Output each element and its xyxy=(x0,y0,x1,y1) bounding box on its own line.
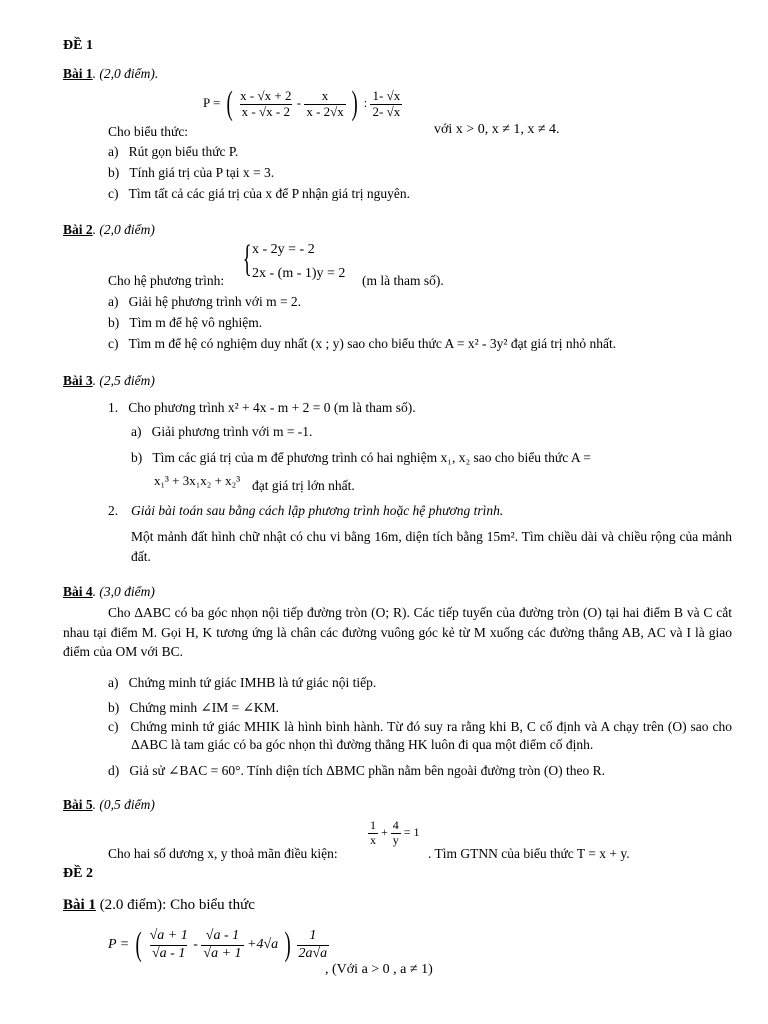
bai4-heading xyxy=(63,584,155,600)
bai2-label: Bài 2 xyxy=(63,222,93,237)
bai3-part1: 1. Cho phương trình x² + 4x - m + 2 = 0 (m là tham số). xyxy=(108,400,416,415)
bai1-item-b: b) Tính giá trị của P tại x = 3. xyxy=(108,165,275,180)
bai5-points: . (0,5 điểm) xyxy=(92,797,155,812)
bai4-points: . (3,0 điểm) xyxy=(92,584,155,599)
bai3-part1-a: a) Giải phương trình với m = -1. xyxy=(131,424,313,439)
bai2-eq1: x - 2y = - 2 xyxy=(252,242,315,257)
bai1-item-a: a) Rút gọn biểu thức P. xyxy=(108,144,239,159)
bai4-item-c: c) Chứng minh tứ giác MHIK là hình bình hành. Từ đó suy ra rằng khi B, C cố định và A chạy trên (O) sao cho ΔABC là tam giác có ba góc nhọn thì đường thẳng HK luôn đi qua một điểm cố định. xyxy=(108,719,732,752)
de2-bai1-label: Bài 1 xyxy=(63,897,96,913)
bai3-heading xyxy=(63,373,155,389)
bai3-label: Bài 3 xyxy=(63,373,93,388)
bai4-item-b: b) Chứng minh ∠IM = ∠KM. xyxy=(108,700,280,715)
bai1-label: Bài 1 xyxy=(63,66,93,81)
bai2-eq2: 2x - (m - 1)y = 2 xyxy=(252,266,346,281)
bai2-heading xyxy=(63,222,155,238)
de2-bai1-points: (2.0 điểm): Cho biểu thức xyxy=(99,897,255,913)
bai3-part1-b-math: x₁³ + 3x₁x₂ + x₂³ xyxy=(154,473,241,488)
bai2-item-a: a) Giải hệ phương trình với m = 2. xyxy=(108,294,302,309)
bai5-tail: . Tìm GTNN của biểu thức T = x + y. xyxy=(428,846,630,861)
fraction-2: $\frac{x}{x - 2√x}$ xyxy=(306,87,344,119)
bai1-item-c: c) Tìm tất cả các giá trị của x để P nhận giá trị nguyên. xyxy=(108,186,411,201)
bai4-item-d: d) Giả sử ∠BAC = 60°. Tính diện tích ΔBMC phần nằm bên ngoài đường tròn (O) theo R. xyxy=(108,763,605,778)
bai1-formula: P = ( $\frac{x - √x + 2}{x - √x - 2}$ - $\frac{x}{x - 2√x}$ ) : $\frac{1- √x}{2- √x}$ xyxy=(203,85,401,122)
bai1-intro: Cho biểu thức: xyxy=(108,124,189,139)
de2-bai1-heading xyxy=(63,896,255,914)
bai5-intro: Cho hai số dương x, y thoả mãn điều kiện: xyxy=(108,846,338,861)
bai1-heading xyxy=(63,66,158,82)
bai5-heading xyxy=(63,797,155,813)
fraction-3: $\frac{1- √x}{2- √x}$ xyxy=(372,87,401,119)
bai4-text: Cho ΔABC có ba góc nhọn nội tiếp đường tròn (O; R). Các tiếp tuyến của đường tròn (O) tại hai điểm B và C cắt nhau tại điểm M. Gọi H, K tương ứng là chân các đường vuông góc kẻ từ M xuống các đường thẳng AB, AC và I là giao điểm của OM với BC. xyxy=(63,605,732,660)
exam-2-title: ĐỀ 2 xyxy=(63,866,93,881)
bai1-points: . (2,0 điểm). xyxy=(92,66,159,81)
bai1-condition: với x > 0, x ≠ 1, x ≠ 4. xyxy=(434,122,560,137)
bai2-note: (m là tham số). xyxy=(362,273,444,288)
exam-1-title: ĐỀ 1 xyxy=(63,38,93,53)
bai3-part1-b: b) Tìm các giá trị của m để phương trình có hai nghiệm x₁, x₂ sao cho biểu thức A = xyxy=(131,450,591,465)
bai3-part1-b-text: đạt giá trị lớn nhất. xyxy=(252,478,355,493)
bai4-item-a: a) Chứng minh tứ giác IMHB là tứ giác nội tiếp. xyxy=(108,675,377,690)
bai4-label: Bài 4 xyxy=(63,584,93,599)
bai3-part2-number: 2. xyxy=(108,503,119,518)
bai2-item-b: b) Tìm m để hệ vô nghiệm. xyxy=(108,315,263,330)
bai3-part2-text: Một mảnh đất hình chữ nhật có chu vi bằng 16m, diện tích bằng 15m². Tìm chiều dài và chiều rộng của mảnh đất. xyxy=(131,529,732,564)
bai2-points: . (2,0 điểm) xyxy=(92,222,155,237)
bai5-condition-formula: $\frac{1}{x}$ + $\frac{4}{y}$ = 1 xyxy=(370,818,420,847)
de2-bai1-condition: , (Với a > 0 , a ≠ 1) xyxy=(325,962,433,977)
bai3-points: . (2,5 điểm) xyxy=(92,373,155,388)
bai5-label: Bài 5 xyxy=(63,797,93,812)
bai2-intro: Cho hệ phương trình: xyxy=(108,273,225,288)
bai3-part2: Giải bài toán sau bằng cách lập phương trình hoặc hệ phương trình. xyxy=(131,503,504,518)
formula-p: P = xyxy=(203,94,221,110)
bai2-item-c: c) Tìm m để hệ có nghiệm duy nhất (x ; y) sao cho biểu thức A = x² - 3y² đạt giá trị nhỏ nhất. xyxy=(108,336,617,351)
fraction-1: $\frac{x - √x + 2}{x - √x - 2}$ xyxy=(240,87,292,119)
de2-bai1-formula: P = ( $\frac{√a + 1}{√a - 1}$ - $\frac{√a - 1}{√a + 1}$ +4√a ) $\frac{1}{2a√a}$ xyxy=(108,926,328,963)
